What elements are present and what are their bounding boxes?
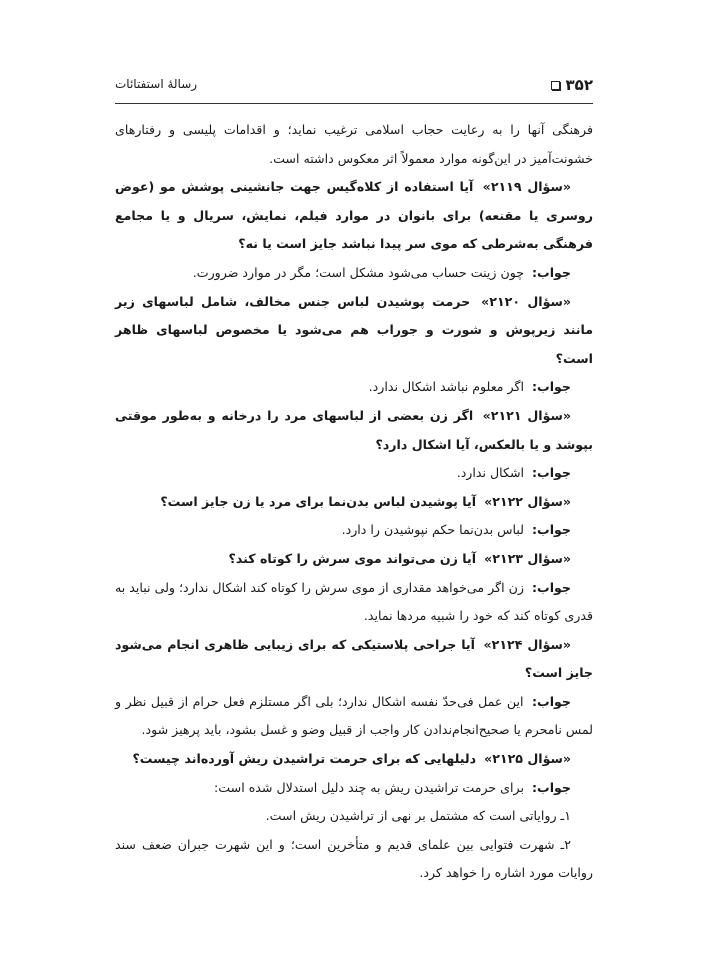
question-2121 xyxy=(115,402,593,459)
answer-text: چون زینت حساب می‌شود مشکل است؛ مگر در موارد ضرورت. xyxy=(192,264,524,280)
question-label: «سؤال ۲۱۲۰» xyxy=(481,293,572,309)
answer-2119 xyxy=(115,259,593,288)
question-2125 xyxy=(115,745,593,774)
question-label: «سؤال ۲۱۱۹» xyxy=(482,179,571,195)
page-header xyxy=(115,76,593,98)
answer-text: اگر معلوم نباشد اشکال ندارد. xyxy=(368,379,524,395)
question-2122 xyxy=(115,488,593,517)
answer-label: جواب: xyxy=(532,779,571,795)
body-text xyxy=(115,116,593,888)
question-2124 xyxy=(115,631,593,688)
answer-text: برای حرمت تراشیدن ریش به چند دلیل استدلال شده است: xyxy=(214,779,524,795)
question-text: اگر زن بعضی از لباسهای مرد را درخانه و به‌طور موقتی بپوشد و یا بالعکس، آیا اشکال دارد؟ xyxy=(115,407,593,452)
question-text: آیا جراحی پلاستیکی که برای زیبایی ظاهری انجام می‌شود جایز است؟ xyxy=(115,636,593,681)
question-2119 xyxy=(115,173,593,259)
answer-text: اشکال ندارد. xyxy=(456,465,524,481)
question-label: «سؤال ۲۱۲۱» xyxy=(482,407,571,423)
question-label: «سؤال ۲۱۲۳» xyxy=(484,550,571,566)
answer-2123 xyxy=(115,574,593,631)
answer-2125 xyxy=(115,774,593,803)
answer-label: جواب: xyxy=(532,693,571,709)
page-number-block xyxy=(551,76,593,94)
answer-text: زن اگر می‌خواهد مقداری از موی سرش را کوتاه کند اشکال ندارد؛ ولی نباید به قدری کوتاه کند که خود را شبیه مردها نماید. xyxy=(115,579,593,624)
question-text: آیا زن می‌تواند موی سرش را کوتاه کند؟ xyxy=(228,550,477,566)
answer-label: جواب: xyxy=(532,465,571,481)
answer-label: جواب: xyxy=(532,264,571,280)
answer-2121 xyxy=(115,459,593,488)
intro-paragraph: فرهنگی آنها را به رعایت حجاب اسلامی ترغیب نماید؛ و اقدامات پلیسی و رفتارهای خشونت‌آمیز در این‌گونه موارد معمولاً اثر معکوس داشته است. xyxy=(115,122,593,166)
answer-label: جواب: xyxy=(532,522,571,538)
list-item: ۲ـ شهرت فتوایی بین علمای قدیم و متأخرین است؛ و این شهرت جبران ضعف سند روایات مورد اشاره را خواهد کرد. xyxy=(115,836,593,881)
question-label: «سؤال ۲۱۲۵» xyxy=(484,751,571,767)
page-number: ۳۵۲ xyxy=(565,76,593,94)
answer-label: جواب: xyxy=(532,379,571,395)
answer-label: جواب: xyxy=(532,579,571,595)
book-title: رسالهٔ استفتائات xyxy=(115,77,198,91)
question-2123 xyxy=(115,545,593,574)
question-label: «سؤال ۲۱۲۴» xyxy=(483,636,571,652)
list-item: ۱ـ روایاتی است که مشتمل بر نهی از تراشیدن ریش است. xyxy=(265,808,571,824)
header-divider xyxy=(115,103,593,104)
square-bullet-icon xyxy=(551,81,560,90)
answer-2120 xyxy=(115,373,593,402)
answer-2122 xyxy=(115,516,593,545)
answer-text: این عمل فی‌حدّ نفسه اشکال ندارد؛ بلی اگر مستلزم فعل حرام از قبیل نظر و لمس نامحرم یا صحیح‌انجام‌ندادن کار واجب از قبیل وضو و غسل بشود، باید پرهیز شود. xyxy=(115,693,593,738)
question-text: آیا پوشیدن لباس بدن‌نما برای مرد یا زن جایز است؟ xyxy=(160,493,477,509)
question-label: «سؤال ۲۱۲۲» xyxy=(484,493,571,509)
question-text: دلیلهایی که برای حرمت تراشیدن ریش آورده‌اند چیست؟ xyxy=(132,751,477,767)
question-2120 xyxy=(115,288,593,374)
answer-2124 xyxy=(115,688,593,745)
question-text: آیا استفاده از کلاه‌گیس جهت جانشینی پوشش مو (عوض روسری یا مقنعه) برای بانوان در موارد فیلم، نمایش، سریال و یا مجامع فرهنگی به‌شرطی که موی سر پیدا نباشد جایز است یا نه؟ xyxy=(115,179,593,252)
answer-text: لباس بدن‌نما حکم نپوشیدن را دارد. xyxy=(341,522,524,538)
question-text: حرمت پوشیدن لباس جنس مخالف، شامل لباسهای زیر مانند زیرپوش و شورت و جوراب هم می‌شود یا مخصوص لباسهای ظاهر است؟ xyxy=(115,293,593,366)
